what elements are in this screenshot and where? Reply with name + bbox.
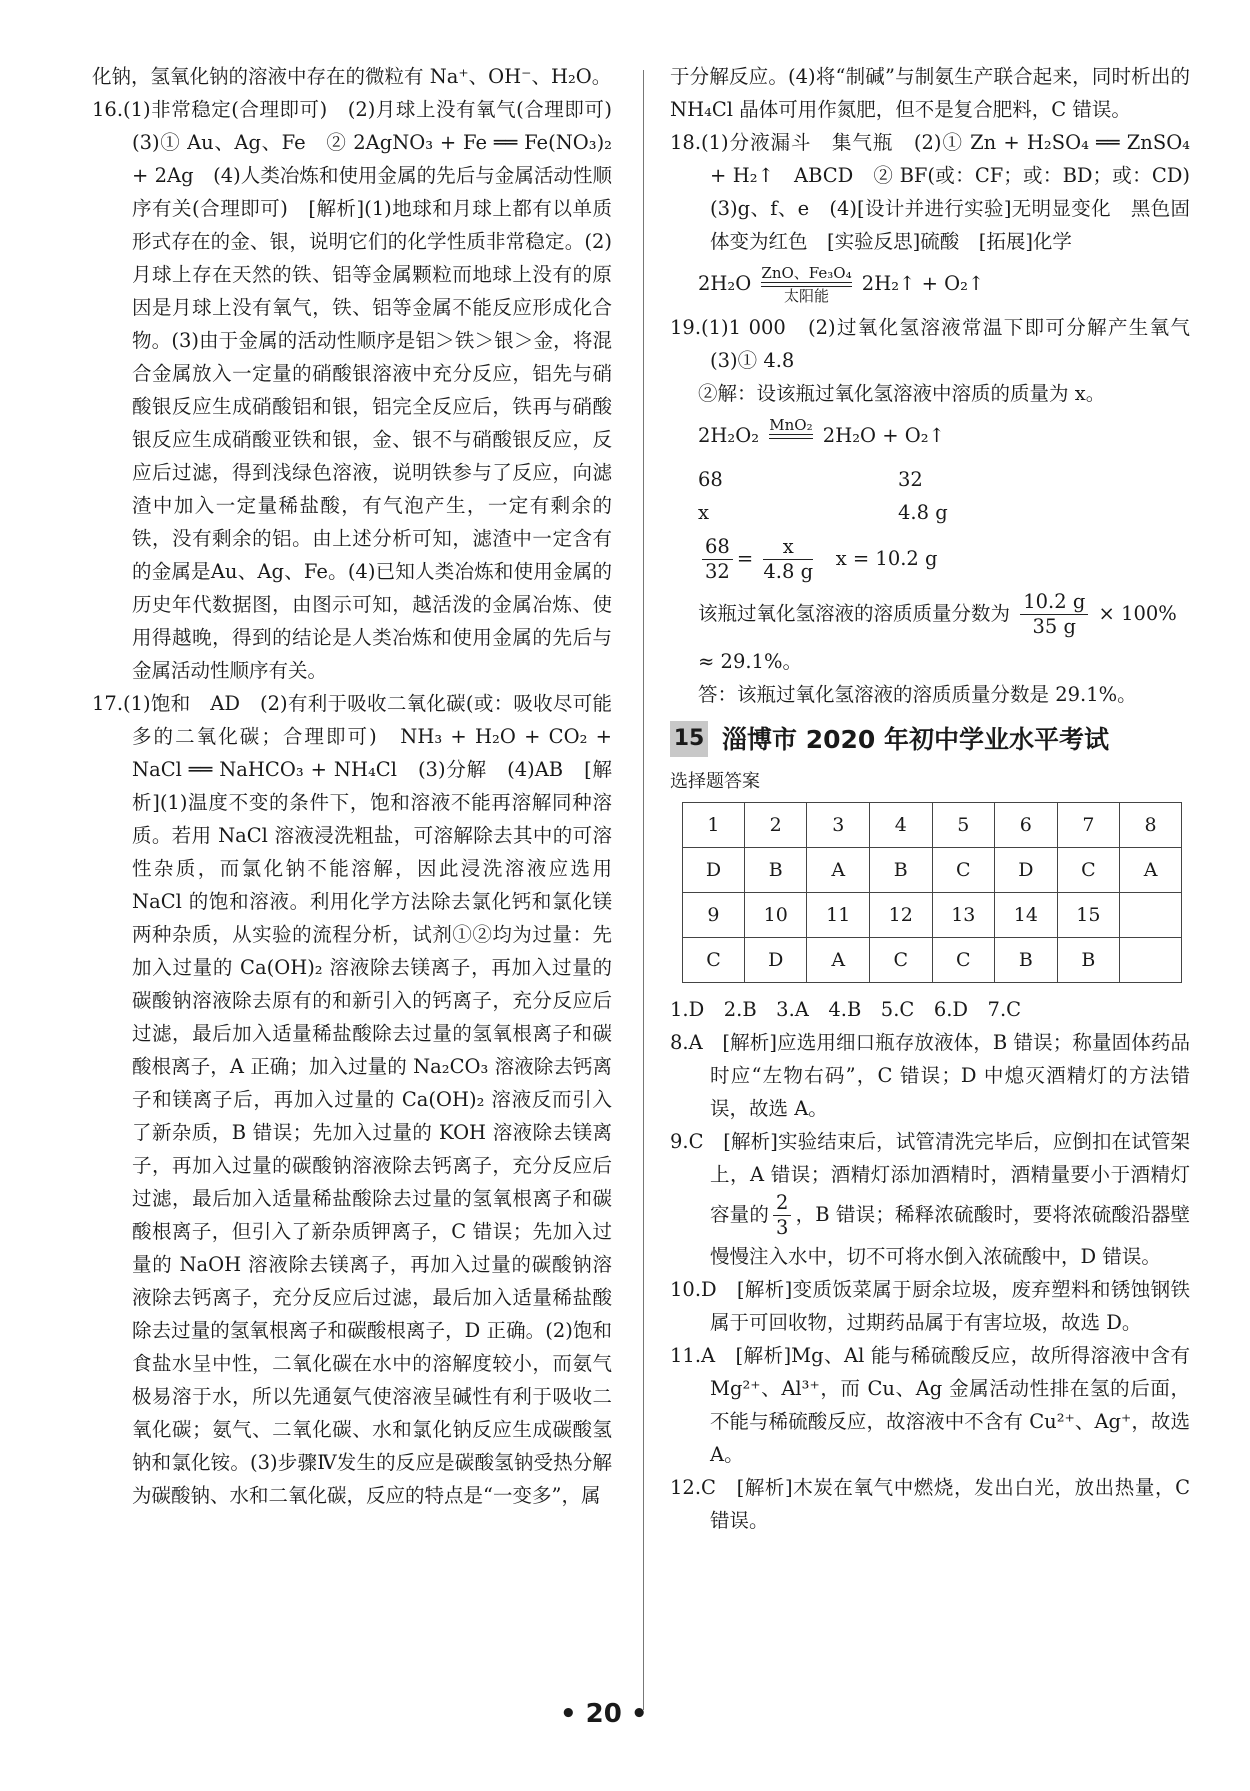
equation-19	[698, 416, 1190, 457]
table-caption: 选择题答案	[670, 771, 760, 792]
fraction-mass	[1020, 590, 1088, 639]
table-cell	[1120, 938, 1182, 983]
table-cell: 3	[807, 803, 870, 848]
eq19-left: 2H₂O₂	[698, 424, 760, 447]
left-column	[92, 60, 632, 1512]
answer-9-part1: 9.C [解析]实验结束后，试管清洗完毕后，应倒扣在试管架上，A 错误；酒精灯添加酒精时，酒精量要小于酒精灯容量的	[670, 1130, 1190, 1226]
table-cell: B	[1057, 938, 1120, 983]
table-cell: 2	[744, 803, 807, 848]
table-cell: 11	[807, 893, 870, 938]
table-cell: 7	[1057, 803, 1120, 848]
eq19-right: 2H₂O + O₂↑	[822, 424, 945, 447]
fraction-68-32	[702, 535, 733, 584]
proportion-result: x = 10.2 g	[835, 547, 938, 570]
table-cell: 4	[870, 803, 933, 848]
eq19-condition	[769, 416, 812, 457]
table-cell: 5	[932, 803, 995, 848]
ratio-row-1	[698, 463, 1190, 496]
answer-11: 11.A [解析]Mg、Al 能与稀硫酸反应，故所得溶液中含有 Mg²⁺、Al³⁺，而 Cu、Ag 金属活动性排在氢的后面，不能与稀硫酸反应，故溶液中不含有 Cu²⁺、Ag⁺，故选 A。	[670, 1344, 1190, 1466]
ratio-x: x	[698, 501, 709, 524]
answer-16: 16.(1)非常稳定(合理即可) (2)月球上没有氧气(合理即可) (3)① Au、Ag、Fe ② 2AgNO₃ + Fe ══ Fe(NO₃)₂ + 2Ag (4)人类冶炼和使用金属的先后与金属活动性顺序有关(合理即可) [解析](1)地球和月球上都有以单质形式存在的金、银，说明它们的化学性质非常稳定。(2)月球上存在天然的铁、铝等金属颗粒而地球上没有的原因是月球上没有氧气，铁、铝等金属不能反应形成化合物。(3)由于金属的活动性顺序是铝＞铁＞银＞金，将混合金属放入一定量的硝酸银溶液中充分反应，铝先与硝酸银反应生成硝酸铝和银，铝完全反应后，铁再与硝酸银反应生成硝酸亚铁和银，金、银不与硝酸银反应，反应后过滤，得到浅绿色溶液，说明铁参与了反应，向滤渣中加入一定量稀盐酸，有气泡产生，一定有剩余的铁，没有剩余的铝。由上述分析可知，滤渣中一定含有的金属是Au、Ag、Fe。(4)已知人类冶炼和使用金属的历史年代数据图，由图示可知，越活泼的金属冶炼、使用得越晚，得到的结论是人类冶炼和使用金属的先后与金属活动性顺序有关。	[92, 98, 632, 682]
answer-18: 18.(1)分液漏斗 集气瓶 (2)① Zn + H₂SO₄ ══ ZnSO₄ + H₂↑ ABCD ② BF(或：CF；或：BD；或：CD) (3)g、f、e (4)[设计并进行实验]无明显变化 黑色固体变为红色 [实验反思]硫酸 [拓展]化学	[670, 131, 1210, 253]
eq19-blank	[769, 439, 812, 457]
table-cell: D	[995, 848, 1058, 893]
frac-den: 3	[776, 1216, 789, 1239]
table-cell: A	[1120, 848, 1182, 893]
table-cell: C	[1057, 848, 1120, 893]
table-cell: B	[995, 938, 1058, 983]
page-number: • 20 •	[560, 1699, 648, 1729]
mass-fraction-result: ≈ 29.1%。	[698, 650, 802, 673]
answer-19-solution: ②解：设该瓶过氧化氢溶液中溶质的质量为 x。	[698, 382, 1106, 405]
table-row	[683, 938, 1182, 983]
frac-den: 35 g	[1032, 615, 1077, 638]
table-cell: C	[932, 938, 995, 983]
table-cell: C	[683, 938, 745, 983]
frac-den: 4.8 g	[763, 560, 814, 583]
final-answer: 答：该瓶过氧化氢溶液的溶质质量分数是 29.1%。	[698, 683, 1137, 706]
ratio-32: 32	[898, 468, 923, 491]
answer-17: 17.(1)饱和 AD (2)有利于吸收二氧化碳(或：吸收尽可能多的二氧化碳；合理即可) NH₃ + H₂O + CO₂ + NaCl ══ NaHCO₃ + NH₄Cl (3)分解 (4)AB [解析](1)温度不变的条件下，饱和溶液不能再溶解同种溶质。若用 NaCl 溶液浸洗粗盐，可溶解除去其中的可溶性杂质，而氯化钠不能溶解，因此浸洗溶液应选用 NaCl 的饱和溶液。利用化学方法除去氯化钙和氯化镁两种杂质，从实验的流程分析，试剂①②均为过量：先加入过量的 Ca(OH)₂ 溶液除去镁离子，再加入过量的碳酸钠溶液除去原有的和新引入的钙离子，充分反应后过滤，最后加入适量稀盐酸除去过量的氢氧根离子和碳酸根离子，A 正确；加入过量的 Na₂CO₃ 溶液除去钙离子和镁离子后，再加入过量的 Ca(OH)₂ 溶液反而引入了新杂质，B 错误；先加入过量的 KOH 溶液除去镁离子，再加入过量的碳酸钠溶液除去钙离子，充分反应后过滤，最后加入适量稀盐酸除去过量的氢氧根离子和碳酸根离子，但引入了新杂质钾离子，C 错误；先加入过量的 NaOH 溶液除去镁离子，再加入过量的碳酸钠溶液除去钙离子，充分反应后过滤，最后加入适量稀盐酸除去过量的氢氧根离子和碳酸根离子，D 正确。(2)饱和食盐水呈中性，二氧化碳在水中的溶解度较小，而氨气极易溶于水，所以先通氨气使溶液呈碱性有利于吸收二氧化碳；氨气、二氧化碳、水和氯化钠反应生成碳酸氢钠和氯化铵。(3)步骤Ⅳ发生的反应是碳酸氢钠受热分解为碳酸钠、水和二氧化碳，反应的特点是“一变多”，属	[92, 692, 612, 1507]
answer-table	[682, 802, 1182, 983]
answer-19: 19.(1)1 000 (2)过氧化氢溶液常温下即可分解产生氧气 (3)① 4.8	[670, 316, 1210, 372]
frac-num: 10.2 g	[1020, 590, 1088, 615]
ratio-row-2	[698, 496, 1190, 529]
right-column	[670, 60, 1210, 1537]
frac-num: 68	[702, 535, 733, 560]
frac-num: 2	[773, 1191, 791, 1216]
ratio-4-8g: 4.8 g	[898, 501, 948, 524]
frac-num: x	[763, 535, 813, 560]
table-cell	[1120, 893, 1182, 938]
paragraph-continued-right: 于分解反应。(4)将“制碱”与制氨生产联合起来，同时析出的 NH₄Cl 晶体可用作氮肥，但不是复合肥料，C 错误。	[670, 65, 1190, 121]
eq18-energy: 太阳能	[784, 287, 830, 305]
eq18-left: 2H₂O	[698, 272, 752, 295]
proportion: $\frac{68}{32}$ = $\frac{x}{4.8 g}$ x = 10.2 g	[698, 535, 1190, 584]
eq18-right: 2H₂↑ + O₂↑	[861, 272, 985, 295]
answer-10: 10.D [解析]变质饭菜属于厨余垃圾，废弃塑料和锈蚀钢铁属于可回收物，过期药品属于有害垃圾，故选 D。	[670, 1278, 1190, 1334]
table-cell: C	[932, 848, 995, 893]
equation-18	[698, 264, 1190, 305]
table-cell: 15	[1057, 893, 1120, 938]
table-cell: 9	[683, 893, 745, 938]
answer-9-part2: ，B 错误；稀释浓硫酸时，要将浓硫酸沿器壁慢慢注入水中，切不可将水倒入浓硫酸中，D 错误。	[710, 1203, 1190, 1268]
table-cell: 1	[683, 803, 745, 848]
table-cell: A	[807, 938, 870, 983]
section-title: 淄博市 2020 年初中学业水平考试	[722, 724, 1109, 754]
mass-fraction-times: × 100%	[1098, 602, 1177, 625]
table-cell: B	[744, 848, 807, 893]
table-row	[683, 848, 1182, 893]
eq18-catalyst: ZnO、Fe₃O₄	[761, 264, 852, 282]
table-cell: D	[744, 938, 807, 983]
table-cell: 12	[870, 893, 933, 938]
table-row	[683, 803, 1182, 848]
section-header	[670, 721, 1190, 757]
answer-9	[670, 1125, 1190, 1273]
answer-8: 8.A [解析]应选用细口瓶存放液体，B 错误；称量固体药品时应“左物右码”，C 错误；D 中熄灭酒精灯的方法错误，故选 A。	[670, 1031, 1190, 1120]
table-cell: 13	[932, 893, 995, 938]
table-cell: 10	[744, 893, 807, 938]
answer-12: 12.C [解析]木炭在氧气中燃烧，发出白光，放出热量，C 错误。	[670, 1476, 1190, 1532]
table-cell: 14	[995, 893, 1058, 938]
column-divider	[643, 70, 644, 1710]
frac-den: 32	[705, 560, 730, 583]
table-cell: D	[683, 848, 745, 893]
paragraph-continued: 化钠，氢氧化钠的溶液中存在的微粒有 Na⁺、OH⁻、H₂O。	[92, 65, 612, 88]
mass-fraction	[698, 590, 1190, 639]
table-cell: B	[870, 848, 933, 893]
eq19-catalyst: MnO₂	[769, 416, 813, 434]
table-row	[683, 893, 1182, 938]
eq18-condition	[761, 264, 851, 305]
fraction-x-4-8	[763, 535, 813, 584]
section-number: 15	[670, 721, 708, 757]
answers-1-7: 1.D 2.B 3.A 4.B 5.C 6.D 7.C	[670, 998, 1022, 1021]
fraction-2-3	[773, 1191, 791, 1240]
table-cell: 8	[1120, 803, 1182, 848]
ratio-68: 68	[698, 468, 723, 491]
table-cell: C	[870, 938, 933, 983]
table-cell: A	[807, 848, 870, 893]
table-cell: 6	[995, 803, 1058, 848]
mass-fraction-label: 该瓶过氧化氢溶液的溶质质量分数为	[698, 602, 1011, 625]
